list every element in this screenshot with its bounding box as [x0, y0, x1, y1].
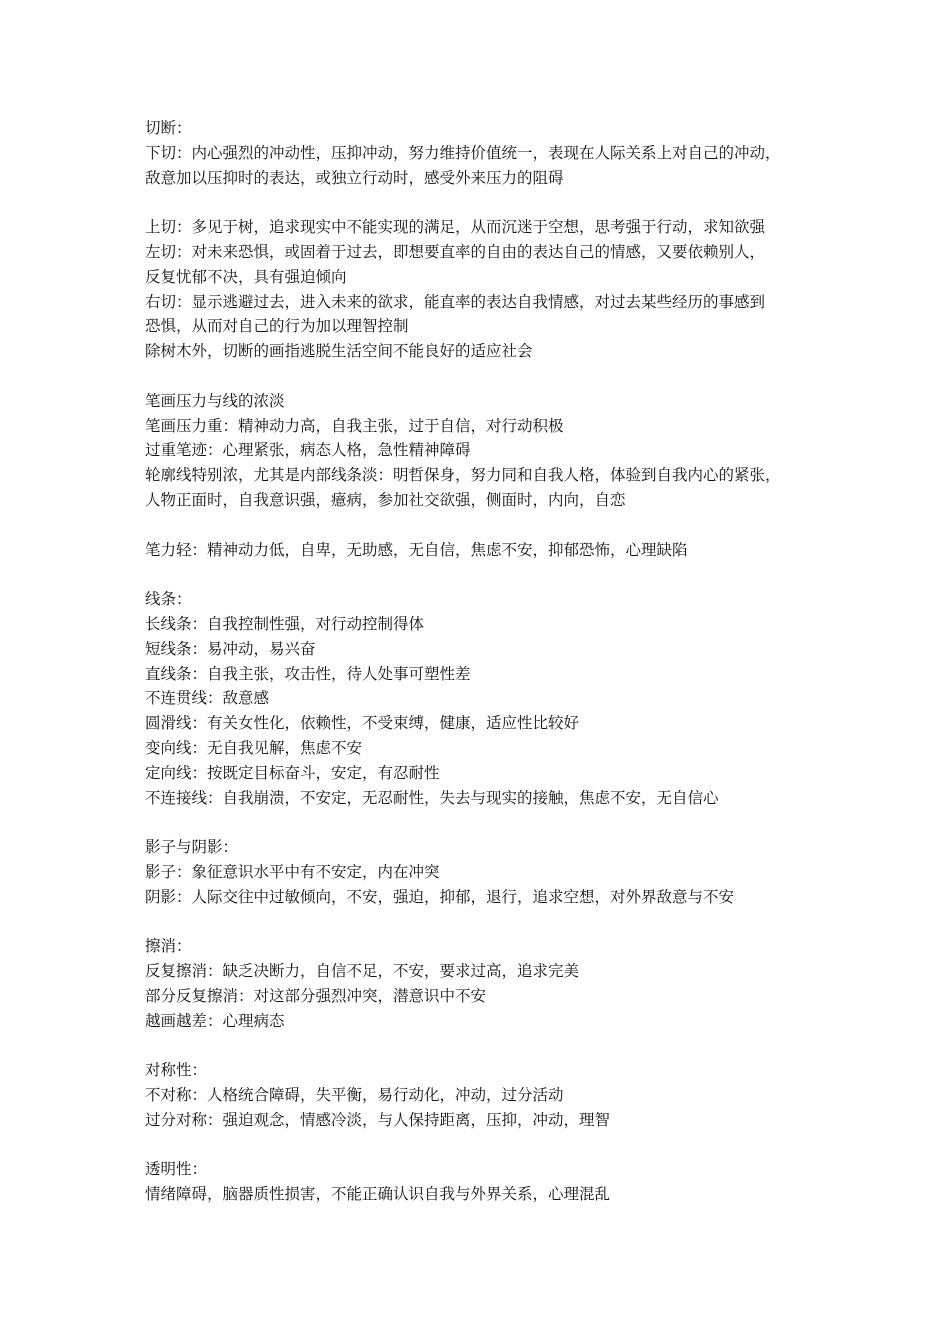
text-line: 上切：多见于树，追求现实中不能实现的满足，从而沉迷于空想，思考强于行动，求知欲强 — [145, 218, 766, 237]
text-line: 影子与阴影： — [145, 838, 239, 857]
text-line: 情绪障碍，脑器质性损害，不能正确认识自我与外界关系，心理混乱 — [145, 1185, 611, 1204]
document-body — [145, 116, 815, 1207]
text-line: 圆滑线：有关女性化，依赖性，不受束缚，健康，适应性比较好 — [145, 714, 580, 733]
text-line: 部分反复擦消：对这部分强烈冲突，潜意识中不安 — [145, 986, 487, 1005]
blank-line — [145, 1133, 815, 1158]
blank-line — [145, 364, 815, 389]
blank-line — [145, 190, 815, 215]
text-line: 对称性： — [145, 1061, 208, 1080]
text-line: 不连接线：自我崩溃，不安定，无忍耐性，失去与现实的接触，焦虑不安，无自信心 — [145, 788, 719, 807]
text-line: 反复忧郁不决，具有强迫倾向 — [145, 267, 347, 286]
text-line: 直线条：自我主张，攻击性，待人处事可塑性差 — [145, 664, 471, 683]
text-line: 过分对称：强迫观念，情感冷淡，与人保持距离，压抑，冲动，理智 — [145, 1110, 611, 1129]
text-line: 越画越差：心理病态 — [145, 1011, 285, 1030]
text-line: 左切：对未来恐惧，或固着于过去，即想要直率的自由的表达自己的情感，又要依赖别人， — [145, 242, 766, 261]
text-line: 人物正面时，自我意识强，癔病，参加社交欲强，侧面时，内向，自恋 — [145, 490, 626, 509]
text-line: 笔力轻：精神动力低，自卑，无助感，无自信，焦虑不安，抑郁恐怖，心理缺陷 — [145, 540, 688, 559]
text-line: 变向线：无自我见解，焦虑不安 — [145, 738, 363, 757]
text-line: 右切：显示逃避过去，进入未来的欲求，能直率的表达自我情感，对过去某些经历的事感到 — [145, 292, 766, 311]
text-line: 不对称：人格统合障碍，失平衡，易行动化，冲动，过分活动 — [145, 1086, 564, 1105]
text-line: 阴影：人际交往中过敏倾向，不安，强迫，抑郁，退行，追求空想，对外界敌意与不安 — [145, 887, 735, 906]
text-line: 过重笔迹：心理紧张，病态人格，急性精神障碍 — [145, 441, 471, 460]
text-line: 擦消： — [145, 937, 192, 956]
text-line: 下切：内心强烈的冲动性，压抑冲动，努力维持价值统一，表现在人际关系上对自己的冲动， — [145, 143, 781, 162]
text-line: 定向线：按既定目标奋斗，安定，有忍耐性 — [145, 763, 440, 782]
blank-line — [145, 810, 815, 835]
text-line: 短线条：易冲动，易兴奋 — [145, 639, 316, 658]
text-line: 不连贯线：敌意感 — [145, 689, 270, 708]
text-line: 恐惧，从而对自己的行为加以理智控制 — [145, 317, 409, 336]
text-line: 影子：象征意识水平中有不安定，内在冲突 — [145, 862, 440, 881]
text-line: 透明性： — [145, 1160, 208, 1179]
text-line: 长线条：自我控制性强，对行动控制得体 — [145, 614, 425, 633]
blank-line — [145, 910, 815, 935]
text-line: 笔画压力与线的浓淡 — [145, 391, 285, 410]
text-line: 切断： — [145, 119, 192, 137]
text-line: 笔画压力重：精神动力高，自我主张，过于自信，对行动积极 — [145, 416, 564, 435]
text-line: 敌意加以压抑时的表达，或独立行动时，感受外来压力的阻碍 — [145, 168, 564, 187]
text-line: 轮廓线特别浓，尤其是内部线条淡：明哲保身，努力同和自我人格，体验到自我内心的紧张， — [145, 466, 781, 485]
blank-line — [145, 562, 815, 587]
text-line: 除树木外，切断的画指逃脱生活空间不能良好的适应社会 — [145, 342, 533, 361]
blank-line — [145, 1033, 815, 1058]
text-line: 反复擦消：缺乏决断力，自信不足，不安，要求过高，追求完美 — [145, 962, 580, 981]
blank-line — [145, 513, 815, 538]
text-line: 线条： — [145, 590, 192, 609]
